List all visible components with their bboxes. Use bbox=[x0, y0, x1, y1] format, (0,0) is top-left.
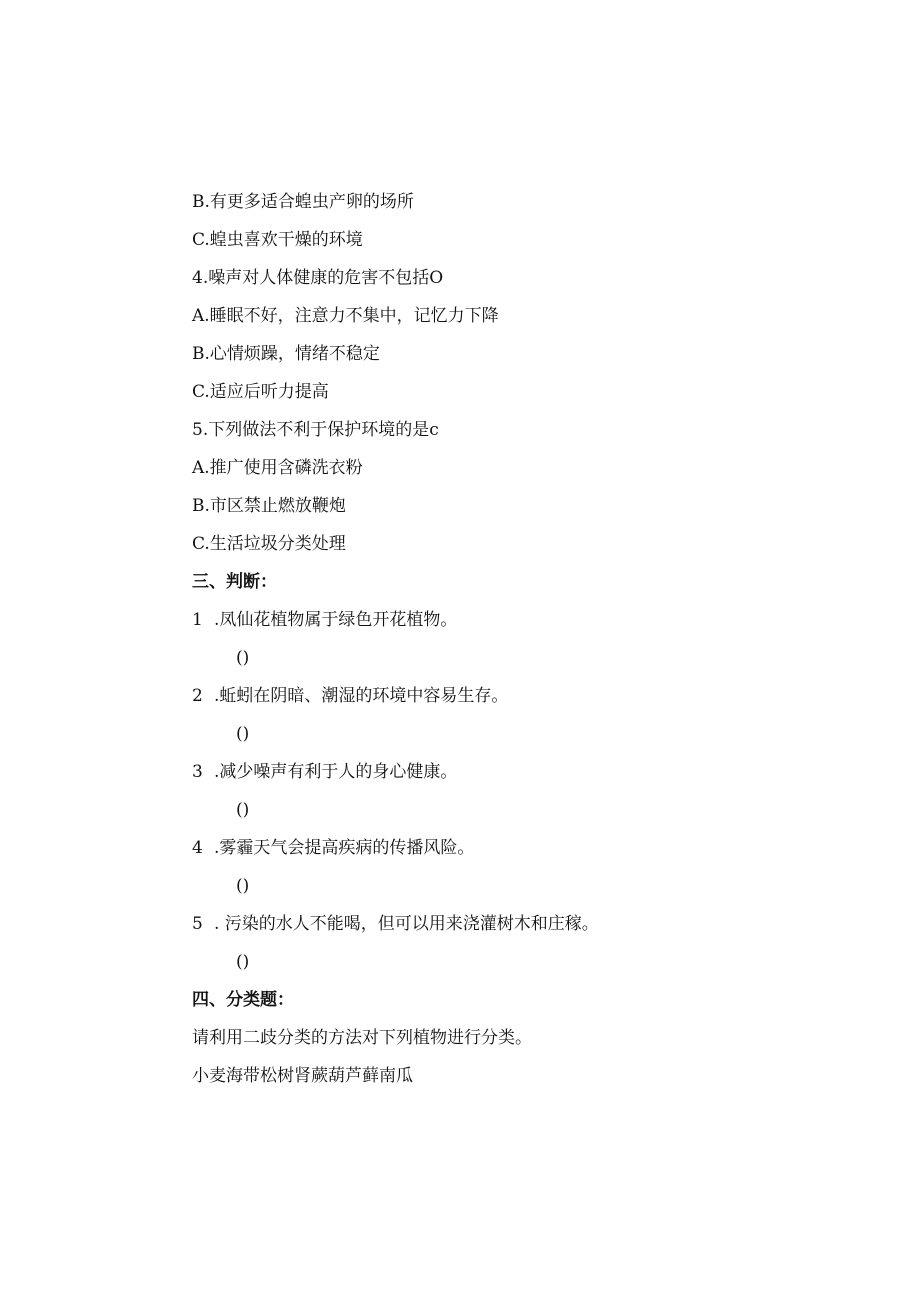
section4-title: 四、分类题： bbox=[192, 990, 294, 1010]
answer-blank-4[interactable]: () bbox=[236, 876, 250, 896]
judge-item-number: 3 bbox=[192, 762, 203, 782]
q4-stem: 4.噪声对人体健康的危害不包括O bbox=[192, 268, 444, 288]
answer-blank-2[interactable]: () bbox=[236, 724, 250, 744]
section3-title: 三、判断： bbox=[192, 572, 277, 592]
judge-item-text: .蚯蚓在阴暗、潮湿的环境中容易生存。 bbox=[214, 686, 509, 706]
q4-option-c: C.适应后听力提高 bbox=[192, 382, 329, 402]
judge-item-2 bbox=[192, 685, 508, 707]
judge-item-number: 5 bbox=[192, 914, 203, 934]
answer-blank-1[interactable]: () bbox=[236, 648, 250, 668]
q3-option-c: C.蝗虫喜欢干燥的环境 bbox=[192, 230, 363, 250]
q5-option-a: A.推广使用含磷洗衣粉 bbox=[192, 458, 363, 478]
q4-option-b: B.心情烦躁，情绪不稳定 bbox=[192, 344, 380, 364]
answer-blank-3[interactable]: () bbox=[236, 800, 250, 820]
judge-item-text: . 污染的水人不能喝，但可以用来浇灌树木和庄稼。 bbox=[214, 914, 599, 934]
judge-item-text: .减少噪声有利于人的身心健康。 bbox=[214, 762, 458, 782]
answer-blank-5[interactable]: () bbox=[236, 952, 250, 972]
judge-item-text: .凤仙花植物属于绿色开花植物。 bbox=[214, 610, 458, 630]
judge-item-3 bbox=[192, 761, 457, 783]
q5-option-b: B.市区禁止燃放鞭炮 bbox=[192, 496, 346, 516]
q5-option-c: C.生活垃圾分类处理 bbox=[192, 534, 346, 554]
judge-item-5 bbox=[192, 913, 599, 935]
judge-item-4 bbox=[192, 837, 474, 859]
judge-item-number: 4 bbox=[192, 838, 203, 858]
q5-stem: 5.下列做法不利于保护环境的是c bbox=[192, 420, 439, 440]
q3-option-b: B.有更多适合蝗虫产卵的场所 bbox=[192, 192, 414, 212]
plant-list: 小麦海带松树肾蕨葫芦藓南瓜 bbox=[192, 1066, 413, 1086]
judge-item-number: 2 bbox=[192, 686, 203, 706]
q4-option-a: A.睡眠不好，注意力不集中，记忆力下降 bbox=[192, 306, 499, 326]
judge-item-text: .雾霾天气会提高疾病的传播风险。 bbox=[214, 838, 475, 858]
judge-item-number: 1 bbox=[192, 610, 203, 630]
section4-instruction: 请利用二歧分类的方法对下列植物进行分类。 bbox=[192, 1028, 532, 1048]
judge-item-1 bbox=[192, 609, 457, 631]
